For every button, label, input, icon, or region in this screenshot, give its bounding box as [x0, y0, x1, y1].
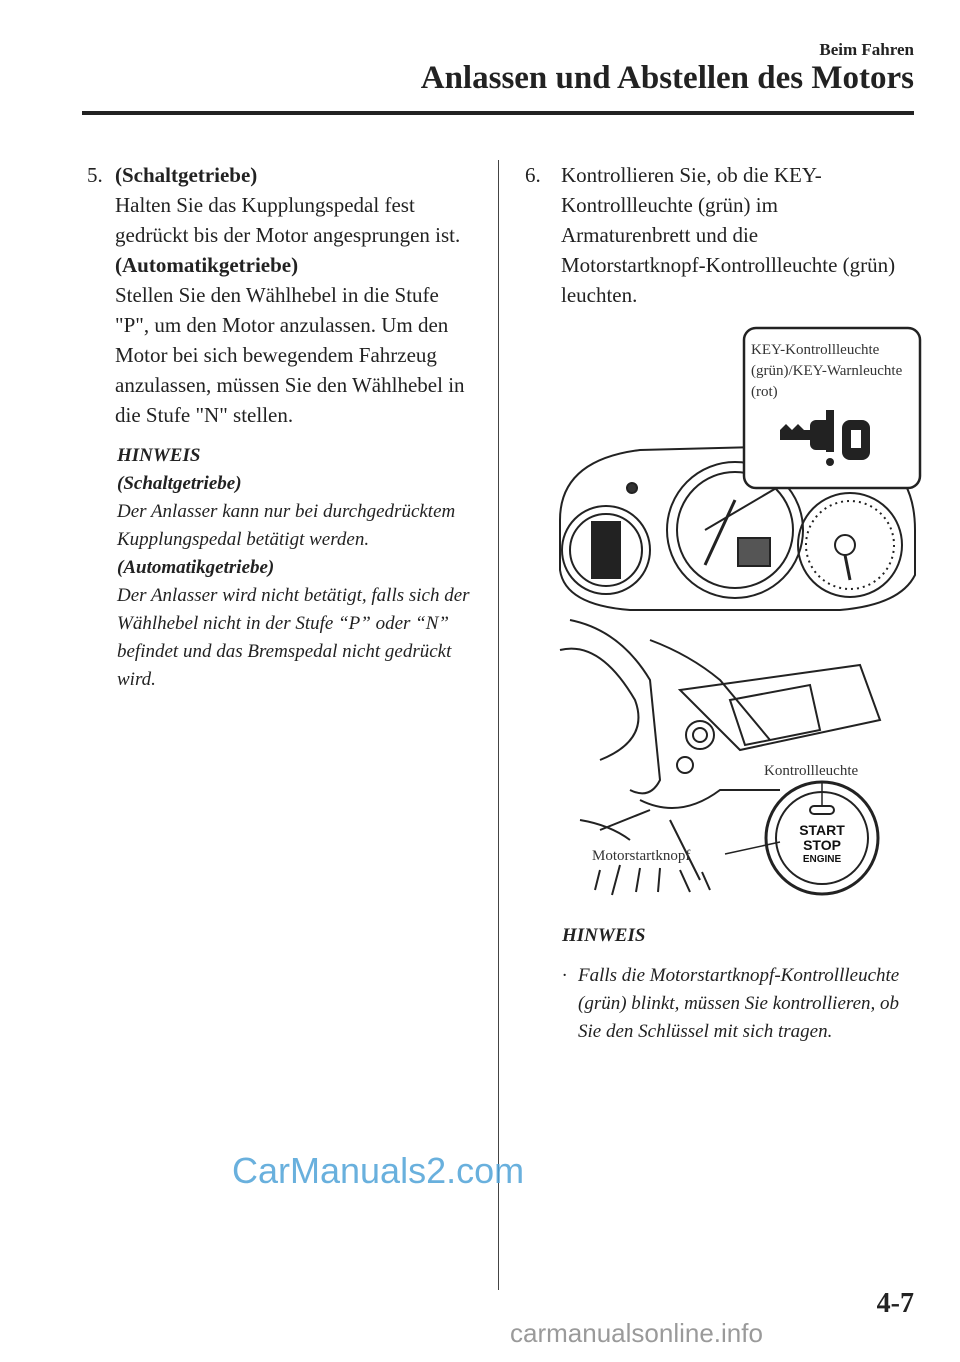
watermark-carmanuals2: CarManuals2.com [232, 1150, 525, 1191]
callout-line-2: (grün)/KEY-Warnleuchte [751, 363, 903, 379]
button-start-label: START [799, 822, 845, 838]
start-button-label: Motorstartknopf [592, 848, 691, 864]
key-indicator-callout [705, 328, 920, 530]
dashboard-illustration [540, 320, 930, 910]
section-header: Beim Fahren [819, 40, 914, 59]
step-5-number: 5. [87, 163, 103, 187]
note-right-title: HINWEIS [562, 925, 646, 946]
header-rule [82, 111, 914, 115]
note-left-manual-heading: (Schaltgetriebe) [117, 473, 242, 494]
callout-line-1: KEY-Kontrollleuchte [751, 342, 880, 358]
callout-line-3: (rot) [751, 384, 778, 400]
manual-heading: (Schaltgetriebe) [115, 163, 258, 187]
note-left-manual-text: Der Anlasser kann nur bei durchgedrücktem Kupplungspedal betätigt werden. [117, 501, 456, 550]
step-6-number: 6. [525, 163, 541, 187]
note-right-bullet-item [562, 962, 922, 1046]
step-6-text: Kontrollieren Sie, ob die KEY-Kontrollleuchte (grün) im Armaturenbrett und die Motorstartknopf-Kontrollleuchte (grün) leuchten. [561, 163, 896, 307]
indicator-label: Kontrollleuchte [764, 763, 859, 779]
right-column [525, 160, 905, 310]
auto-text: Stellen Sie den Wählhebel in die Stufe "P", um den Motor anzulassen. Um den Motor bei sich bewegendem Fahrzeug anzulassen, müssen Sie den Wählhebel in die Stufe "N" stellen. [115, 283, 465, 427]
page-number: 4-7 [876, 1288, 914, 1319]
watermark-carmanualsonline: carmanualsonline.info [510, 1318, 763, 1348]
column-divider [498, 160, 499, 1290]
manual-text: Halten Sie das Kupplungspedal fest gedrückt bis der Motor angesprungen ist. [115, 193, 461, 247]
note-right [562, 922, 922, 1046]
button-stop-label: STOP [803, 837, 841, 853]
page-title: Anlassen und Abstellen des Motors [420, 60, 914, 96]
step-5-content [115, 160, 477, 430]
left-column [87, 160, 477, 430]
note-left [117, 442, 487, 694]
note-left-auto-heading: (Automatikgetriebe) [117, 557, 275, 578]
note-left-auto-text: Der Anlasser wird nicht betätigt, falls sich der Wählhebel nicht in der Stufe “P” oder “N” befindet und das Bremspedal nicht gedrückt wird. [117, 585, 470, 690]
note-right-text: Falls die Motorstartknopf-Kontrollleuchte (grün) blinkt, müssen Sie kontrollieren, ob Sie den Schlüssel mit sich tragen. [578, 965, 900, 1042]
button-engine-label: ENGINE [802, 854, 842, 865]
bullet-dot: · [562, 965, 567, 986]
auto-heading: (Automatikgetriebe) [115, 253, 299, 277]
note-left-title: HINWEIS [117, 445, 201, 466]
